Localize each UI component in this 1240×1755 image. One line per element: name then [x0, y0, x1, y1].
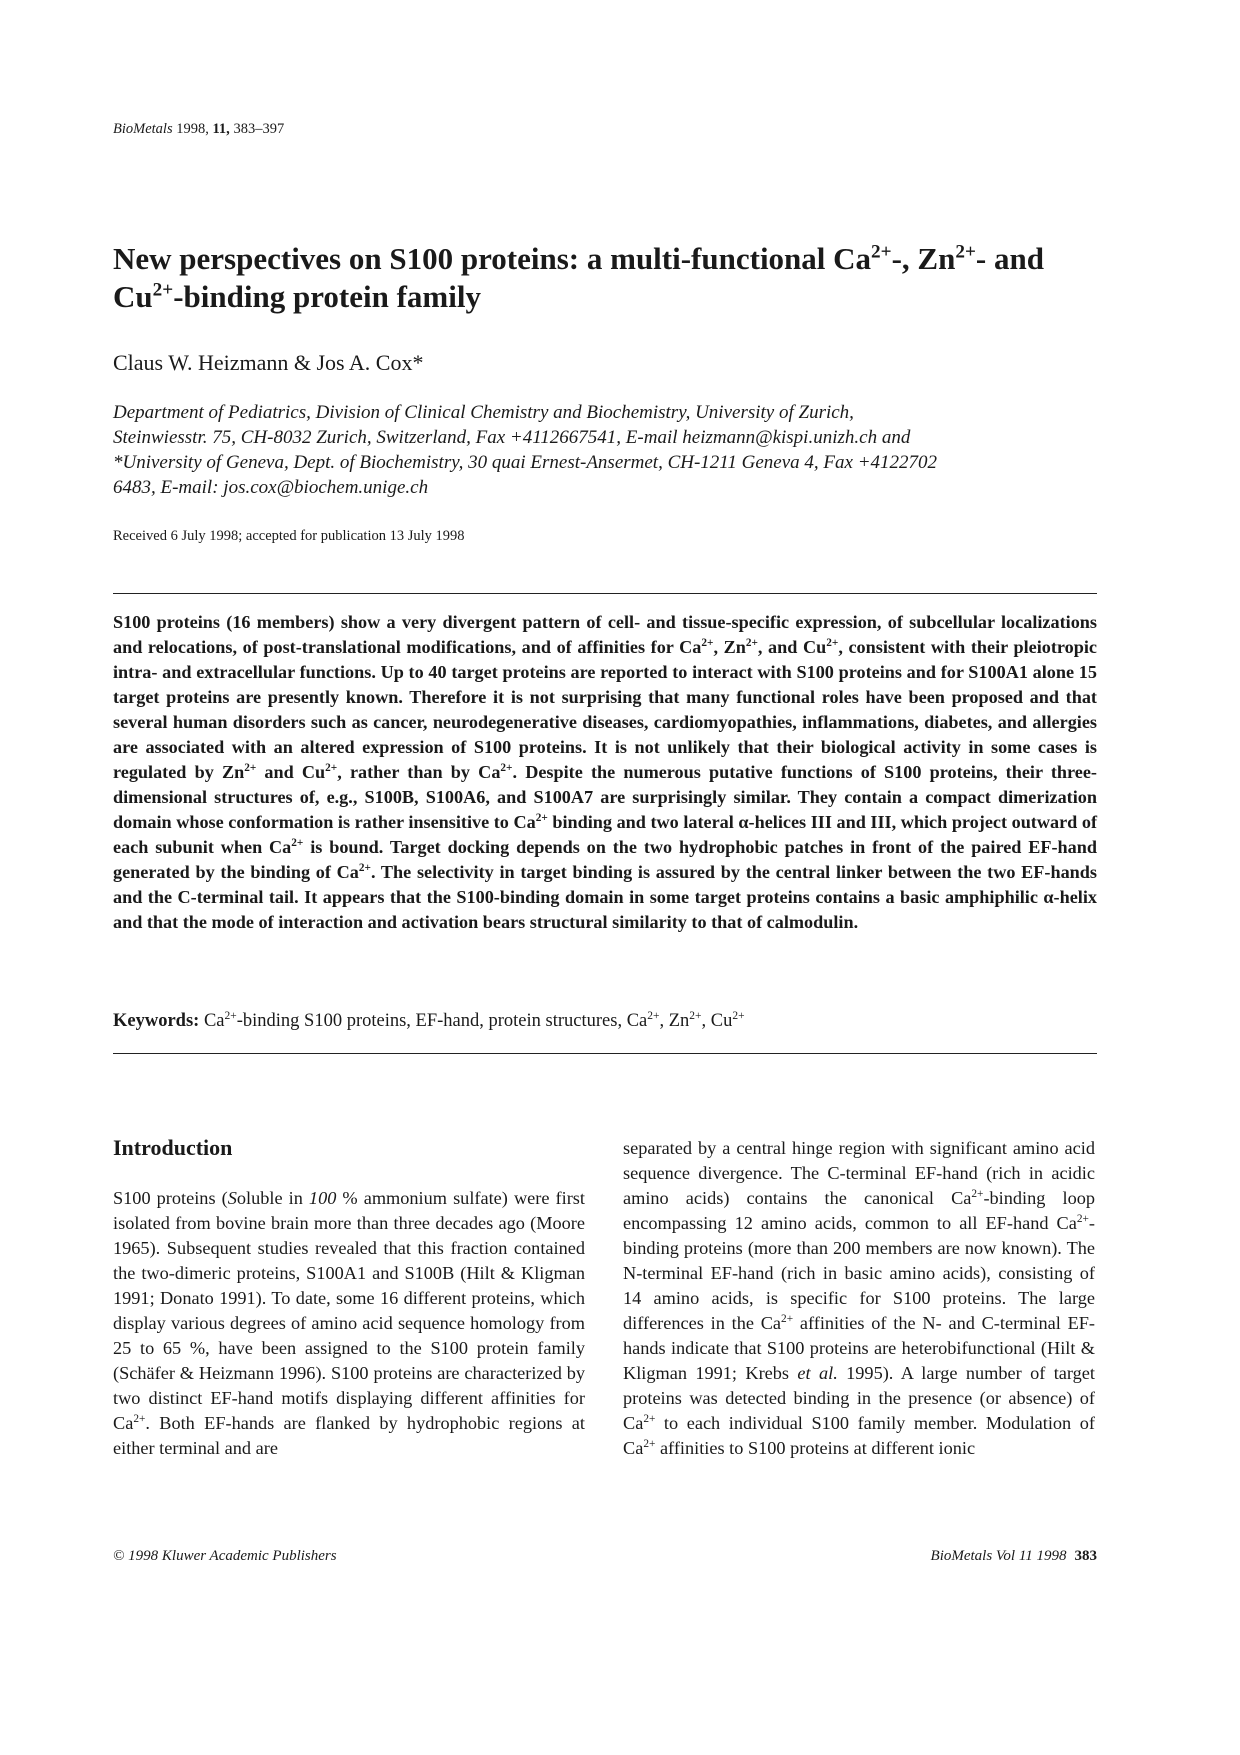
copyright-footer: © 1998 Kluwer Academic Publishers [113, 1548, 337, 1564]
journal-reference [113, 121, 284, 138]
divider-top [113, 593, 1097, 594]
journal-pages: 383–397 [233, 121, 285, 137]
page-footer [931, 1548, 1097, 1565]
affiliation [113, 400, 1113, 500]
journal-volume: 11, [212, 121, 230, 137]
journal-year: 1998, [176, 121, 209, 137]
affiliation-line-3: *University of Geneva, Dept. of Biochemistry, 30 quai Ernest-Ansermet, CH-1211 Geneva 4, Fax +4122702 [113, 452, 938, 473]
affiliation-line-2: Steinwiesstr. 75, CH-8032 Zurich, Switzerland, Fax +4112667541, E-mail heizmann@kispi.unizh.ch and [113, 427, 911, 448]
abstract: S100 proteins (16 members) show a very divergent pattern of cell- and tissue-specific expression, of subcellular localizations and relocations, of post-translational modifications, and of affinities for $Ca^{2+}$, $Zn^{2+}$, and $Cu^{2+}$, consistent with their pleiotropic intra- and extracellular functions. Up to 40 target proteins are reported to interact with S100 proteins and for S100A1 alone 15 target proteins are presently known. Therefore it is not surprising that many functional roles have been proposed and that several human disorders such as cancer, neurodegenerative diseases, cardiomyopathies, inflammations, diabetes, and allergies are associated with an altered expression of S100 proteins. It is not unlikely that their biological activity in some cases is regulated by $Zn^{2+}$ and $Cu^{2+}$, rather than by $Ca^{2+}$. Despite the numerous putative functions of S100 proteins, their three-dimensional structures of, e.g., S100B, S100A6, and S100A7 are surprisingly similar. They contain a compact dimerization domain whose conformation is rather insensitive to $Ca^{2+}$ binding and two lateral α-helices III and III, which project outward of each subunit when $Ca^{2+}$ is bound. Target docking depends on the two hydrophobic patches in front of the paired EF-hand generated by the binding of $Ca^{2+}$. The selectivity in target binding is assured by the central linker between the two EF-hands and the C-terminal tail. It appears that the S100-binding domain in some target proteins contains a basic amphiphilic α-helix and that the mode of interaction and activation bears structural similarity to that of calmodulin. [113, 612, 1098, 932]
footer-journal: BioMetals Vol 11 1998 [930, 1548, 1067, 1564]
affiliation-line-1: Department of Pediatrics, Division of Clinical Chemistry and Biochemistry, University of Zurich, [113, 402, 854, 423]
journal-name: BioMetals [113, 121, 173, 137]
keywords-label: Keywords: [113, 1011, 200, 1031]
section-heading-introduction: Introduction [113, 1135, 233, 1160]
keywords: Keywords: $Ca^{2+}$-binding S100 proteins, EF-hand, protein structures, $Ca^{2+}$, $Zn^{2+}$, $Cu^{2+}$ [113, 1009, 745, 1031]
author-list: Claus W. Heizmann & Jos A. Cox* [113, 350, 424, 375]
body-column-left: S100 proteins (Soluble in 100 % ammonium sulfate) were first isolated from bovine brain more than three decades ago (Moore 1965). Subsequent studies revealed that this fraction contained the two-dimeric proteins, S100A1 and S100B (Hilt & Kligman 1991; Donato 1991). To date, some 16 different proteins, which display various degrees of amino acid sequence homology from 25 to 65 %, have been assigned to the S100 protein family (Schäfer & Heizmann 1996). S100 proteins are characterized by two distinct EF-hand motifs displaying different affinities for $Ca^{2+}$. Both EF-hands are flanked by hydrophobic regions at either terminal and are [113, 1188, 585, 1458]
received-date: Received 6 July 1998; accepted for publication 13 July 1998 [113, 528, 465, 544]
affiliation-line-4: 6483, E-mail: jos.cox@biochem.unige.ch [113, 477, 429, 498]
article-title: New perspectives on S100 proteins: a multi-functional $Ca^{2+}-$, $Zn^{2+}-$ and $Cu^{2+}$-binding protein family [113, 241, 1044, 314]
page-number: 383 [1074, 1548, 1097, 1564]
body-column-right: separated by a central hinge region with significant amino acid sequence divergence. The C-terminal EF-hand (rich in acidic amino acids) contains the canonical $Ca^{2+}$-binding loop encompassing 12 amino acids, common to all EF-hand $Ca^{2+}$-binding proteins (more than 200 members are now known). The N-terminal EF-hand (rich in basic amino acids), consisting of 14 amino acids, is specific for S100 proteins. The large differences in the $Ca^{2+}$ affinities of the N- and C-terminal EF-hands indicate that S100 proteins are heterobifunctional (Hilt & Kligman 1991; Krebs et al. 1995). A large number of target proteins was detected binding in the presence (or absence) of $Ca^{2+}$ to each individual S100 family member. Modulation of $Ca^{2+}$ affinities to S100 proteins at different ionic [623, 1138, 1095, 1458]
divider-bottom [113, 1053, 1097, 1054]
